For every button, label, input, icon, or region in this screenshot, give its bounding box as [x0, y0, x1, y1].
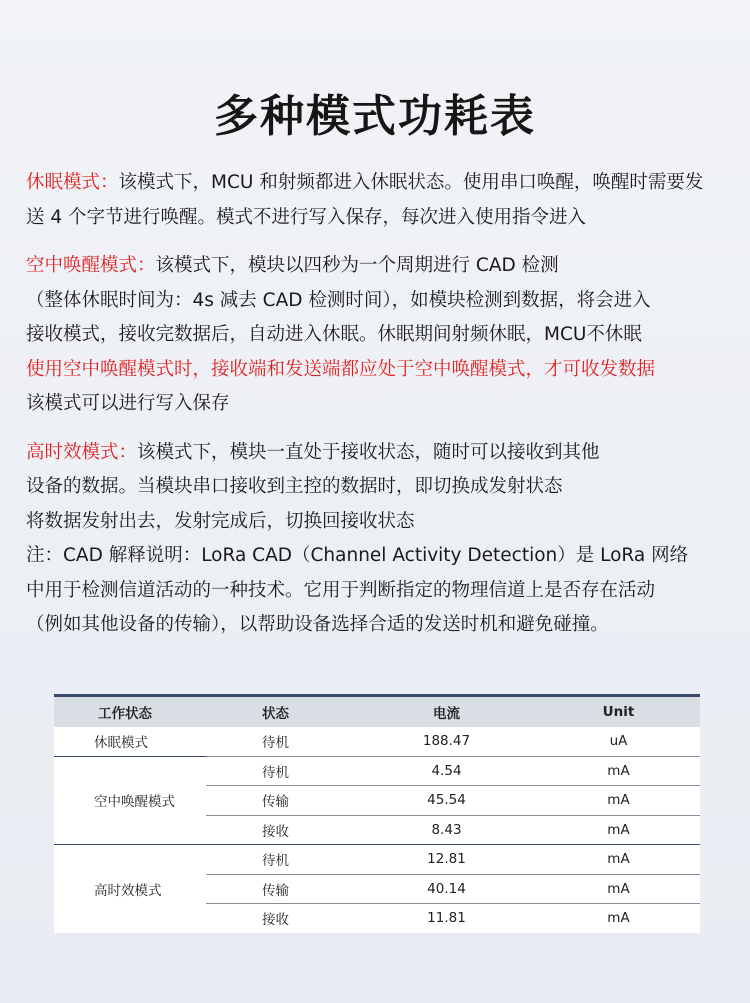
high-line-1 [26, 436, 736, 471]
sleep-text-1: 该模式下，MCU 和射频都进入休眠状态。使用串口唤醒，唤醒时需要发 [118, 172, 704, 193]
mode-cell: 高时效模式 [94, 882, 162, 899]
air-line-2: （整体休眠时间为：4s 减去 CAD 检测时间），如模块检测到数据，将会进入 [26, 289, 651, 311]
current-cell: 12.81 [356, 845, 537, 875]
page-title: 多种模式功耗表 [214, 91, 536, 142]
header-unit: Unit [537, 697, 700, 727]
sleep-line-1 [26, 166, 736, 201]
header-state: 状态 [206, 697, 356, 727]
note-line-2: 中用于检测信道活动的一种技术。它用于判断指定的物理信道上是否存在活动 [26, 579, 656, 601]
sleep-line-2: 送 4 个字节进行唤醒。模式不进行写入保存，每次进入使用指令进入 [26, 206, 587, 228]
unit-cell: mA [537, 756, 700, 786]
current-cell: 40.14 [356, 874, 537, 904]
high-line-3: 将数据发射出去，发射完成后，切换回接收状态 [26, 510, 415, 532]
high-efficiency-label: 高时效模式： [26, 441, 138, 463]
current-cell: 45.54 [356, 786, 537, 816]
high-efficiency-paragraph [26, 436, 736, 643]
sleep-mode-label: 休眠模式： [26, 172, 119, 193]
air-wake-label: 空中唤醒模式： [26, 255, 156, 276]
air-line-5: 该模式可以进行写入保存 [26, 393, 230, 414]
current-cell: 11.81 [427, 910, 466, 927]
state-cell: 待机 [206, 756, 356, 786]
high-text-1: 该模式下，模块一直处于接收状态，随时可以接收到其他 [137, 441, 600, 463]
air-text-1: 该模式下，模块以四秒为一个周期进行 CAD 检测 [155, 255, 559, 276]
header-work-state: 工作状态 [54, 697, 206, 727]
current-cell: 188.47 [356, 727, 537, 756]
table-row [54, 845, 700, 875]
air-line-1 [26, 249, 736, 284]
mode-cell: 空中唤醒模式 [54, 756, 206, 845]
current-cell: 4.54 [356, 756, 537, 786]
air-line-3: 接收模式，接收完数据后，自动进入休眠。休眠期间射频休眠，MCU不休眠 [26, 324, 642, 345]
unit-cell: mA [537, 786, 700, 816]
unit-cell: mA [537, 815, 700, 845]
table-row [54, 727, 700, 756]
power-table [54, 697, 700, 933]
state-cell: 待机 [206, 727, 356, 756]
sleep-mode-paragraph [26, 166, 736, 235]
state-cell: 传输 [206, 786, 356, 816]
mode-cell: 休眠模式 [54, 727, 206, 756]
air-warning-line: 使用空中唤醒模式时，接收端和发送端都应处于空中唤醒模式，才可收发数据 [26, 358, 656, 380]
table-header-row [54, 697, 700, 727]
unit-cell: mA [537, 845, 700, 875]
note-line-3: （例如其他设备的传输），以帮助设备选择合适的发送时机和避免碰撞。 [26, 614, 609, 635]
table-row [54, 756, 700, 786]
header-current: 电流 [356, 697, 537, 727]
power-consumption-table [54, 694, 700, 933]
unit-cell: uA [537, 727, 700, 756]
air-wake-paragraph [26, 249, 736, 422]
unit-cell: mA [607, 910, 630, 927]
high-line-2: 设备的数据。当模块串口接收到主控的数据时，即切换成发射状态 [26, 476, 563, 497]
state-cell: 待机 [206, 845, 356, 875]
note-line-1: 注：CAD 解释说明：LoRa CAD（Channel Activity Detection）是 LoRa 网络 [26, 545, 689, 566]
state-cell: 接收 [262, 912, 289, 929]
current-cell: 8.43 [356, 815, 537, 845]
state-cell: 传输 [206, 874, 356, 904]
description [26, 166, 736, 643]
state-cell: 接收 [206, 815, 356, 845]
unit-cell: mA [537, 874, 700, 904]
